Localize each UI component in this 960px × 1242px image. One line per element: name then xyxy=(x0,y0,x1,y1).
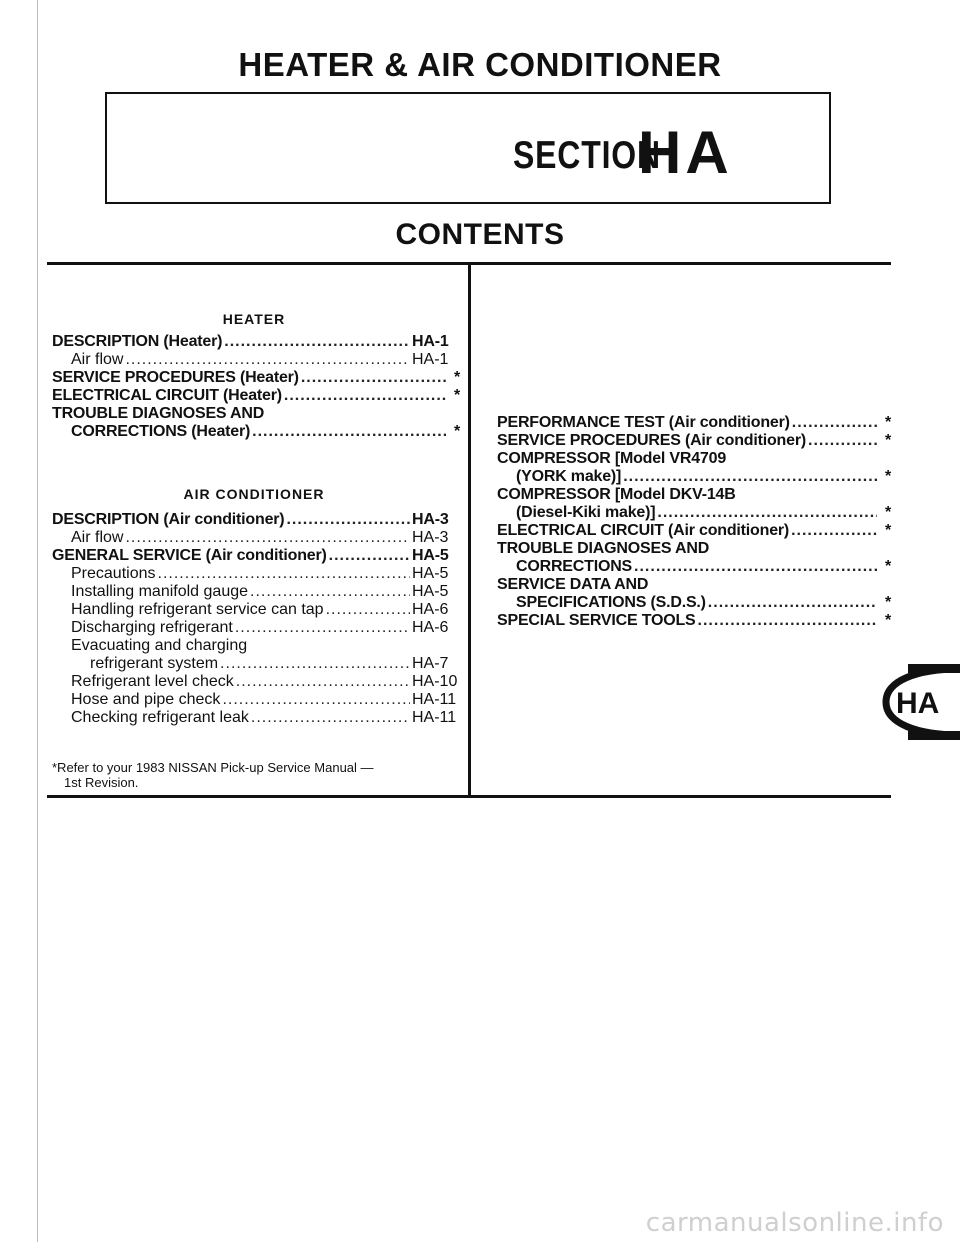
page-title: HEATER & AIR CONDITIONER xyxy=(238,46,722,83)
toc-entry-title: Precautions xyxy=(71,565,156,582)
dot-leader xyxy=(220,655,410,673)
dot-leader xyxy=(224,333,410,351)
toc-entry xyxy=(52,601,460,619)
air-conditioner-toc-list xyxy=(52,511,460,727)
toc-entry-title: Evacuating and charging xyxy=(71,637,248,654)
dot-leader xyxy=(634,558,877,576)
toc-entry-title: DESCRIPTION (Air conditioner) xyxy=(52,511,285,528)
air-conditioner-heading: AIR CONDITIONER xyxy=(183,486,325,502)
toc-entry xyxy=(52,351,460,369)
toc-entry xyxy=(497,522,891,540)
toc-entry-page: HA-6 xyxy=(412,601,449,618)
toc-entry-page: HA-5 xyxy=(412,547,449,564)
toc-entry-page: * xyxy=(884,558,891,575)
dot-leader xyxy=(252,423,446,441)
dot-leader xyxy=(623,468,877,486)
toc-entry-title: COMPRESSOR [Model DKV-14B xyxy=(497,486,736,503)
section-tab-icon xyxy=(876,661,960,743)
bottom-rule xyxy=(47,795,891,798)
dot-leader xyxy=(284,387,446,405)
dot-leader xyxy=(125,529,410,547)
toc-entry-title: SPECIFICATIONS (S.D.S.) xyxy=(516,594,706,611)
toc-entry xyxy=(52,511,460,529)
toc-entry-title: SERVICE DATA AND xyxy=(497,576,649,593)
toc-entry-title: TROUBLE DIAGNOSES AND xyxy=(52,405,265,422)
dot-leader xyxy=(250,583,410,601)
toc-entry-title: ELECTRICAL CIRCUIT (Heater) xyxy=(52,387,282,404)
footnote-line-1: *Refer to your 1983 NISSAN Pick-up Service Manual — xyxy=(52,760,374,775)
toc-entry xyxy=(497,468,891,486)
toc-entry xyxy=(52,405,460,423)
toc-entry-title: Air flow xyxy=(71,351,124,368)
toc-entry-page: * xyxy=(884,594,891,611)
toc-entry-page: * xyxy=(884,522,891,539)
toc-entry-title: PERFORMANCE TEST (Air conditioner) xyxy=(497,414,790,431)
toc-entry-page: HA-6 xyxy=(412,619,449,636)
toc-entry xyxy=(497,414,891,432)
toc-entry-page: * xyxy=(884,414,891,431)
dot-leader xyxy=(222,691,410,709)
toc-entry xyxy=(497,594,891,612)
dot-leader xyxy=(808,432,877,450)
section-box xyxy=(105,92,831,204)
toc-entry xyxy=(52,333,460,351)
toc-entry-page: HA-3 xyxy=(412,511,449,528)
column-divider xyxy=(468,263,471,796)
toc-entry-page: * xyxy=(884,468,891,485)
right-toc-list xyxy=(497,414,891,630)
toc-entry xyxy=(52,387,460,405)
watermark: carmanualsonline.info xyxy=(645,1208,944,1238)
dot-leader xyxy=(301,369,446,387)
dot-leader xyxy=(657,504,877,522)
toc-entry-title: Air flow xyxy=(71,529,124,546)
binding-line xyxy=(37,0,38,1242)
toc-entry-title: SERVICE PROCEDURES (Air conditioner) xyxy=(497,432,806,449)
toc-entry-title: CORRECTIONS xyxy=(516,558,633,575)
dot-leader xyxy=(286,511,410,529)
toc-entry xyxy=(52,583,460,601)
toc-entry-page: HA-7 xyxy=(412,655,449,672)
toc-entry-page: * xyxy=(884,612,891,629)
toc-entry xyxy=(52,547,460,565)
toc-entry-page: HA-5 xyxy=(412,565,449,582)
dot-leader xyxy=(698,612,877,630)
toc-entry-page: HA-10 xyxy=(412,673,458,690)
toc-entry-page: * xyxy=(884,504,891,521)
toc-entry-page: HA-11 xyxy=(412,709,457,726)
toc-entry-title: Hose and pipe check xyxy=(71,691,221,708)
footnote-line-2: 1st Revision. xyxy=(64,775,139,790)
dot-leader xyxy=(235,619,410,637)
dot-leader xyxy=(326,601,410,619)
toc-entry-title: GENERAL SERVICE (Air conditioner) xyxy=(52,547,327,564)
toc-entry-title: SERVICE PROCEDURES (Heater) xyxy=(52,369,299,386)
toc-entry-title: Handling refrigerant service can tap xyxy=(71,601,324,618)
toc-entry xyxy=(497,540,891,558)
toc-entry-page: HA-1 xyxy=(412,351,449,368)
dot-leader xyxy=(791,522,877,540)
toc-entry xyxy=(497,432,891,450)
toc-entry-title: CORRECTIONS (Heater) xyxy=(71,423,251,440)
dot-leader xyxy=(251,709,410,727)
toc-entry-page: HA-1 xyxy=(412,333,449,350)
dot-leader xyxy=(236,673,410,691)
toc-entry xyxy=(52,673,460,691)
dot-leader xyxy=(792,414,877,432)
toc-entry xyxy=(52,637,460,655)
toc-entry-title: DESCRIPTION (Heater) xyxy=(52,333,223,350)
section-code: HA xyxy=(638,119,733,186)
toc-entry xyxy=(52,655,460,673)
toc-entry xyxy=(497,486,891,504)
toc-entry-page: HA-5 xyxy=(412,583,449,600)
section-word: SECTION xyxy=(513,134,661,177)
toc-entry-title: refrigerant system xyxy=(90,655,219,672)
toc-entry-title: COMPRESSOR [Model VR4709 xyxy=(497,450,727,467)
toc-entry xyxy=(52,529,460,547)
tab-label: HA xyxy=(896,687,940,720)
toc-entry-title: (YORK make)] xyxy=(516,468,622,485)
toc-entry xyxy=(52,619,460,637)
toc-entry-page: * xyxy=(453,423,460,440)
toc-entry xyxy=(52,369,460,387)
heater-heading: HEATER xyxy=(222,311,286,327)
dot-leader xyxy=(329,547,410,565)
toc-entry xyxy=(497,612,891,630)
toc-entry xyxy=(52,691,460,709)
toc-entry xyxy=(497,450,891,468)
dot-leader xyxy=(158,565,411,583)
toc-entry-title: Refrigerant level check xyxy=(71,673,234,690)
toc-entry-title: SPECIAL SERVICE TOOLS xyxy=(497,612,696,629)
toc-entry-page: * xyxy=(453,387,460,404)
dot-leader xyxy=(708,594,877,612)
toc-entry-title: ELECTRICAL CIRCUIT (Air conditioner) xyxy=(497,522,790,539)
toc-entry-page: HA-3 xyxy=(412,529,449,546)
toc-entry xyxy=(497,558,891,576)
footnote xyxy=(52,760,452,790)
dot-leader xyxy=(125,351,410,369)
contents-title: CONTENTS xyxy=(395,218,565,251)
toc-entry-title: TROUBLE DIAGNOSES AND xyxy=(497,540,710,557)
toc-entry-page: HA-11 xyxy=(412,691,457,708)
toc-entry xyxy=(52,565,460,583)
toc-entry xyxy=(52,709,460,727)
heater-toc-list xyxy=(52,333,460,441)
toc-entry-page: * xyxy=(453,369,460,386)
toc-entry-page: * xyxy=(884,432,891,449)
toc-entry-title: Discharging refrigerant xyxy=(71,619,233,636)
toc-entry-title: Checking refrigerant leak xyxy=(71,709,249,726)
toc-entry-title: Installing manifold gauge xyxy=(71,583,249,600)
toc-entry xyxy=(497,504,891,522)
toc-entry-title: (Diesel-Kiki make)] xyxy=(516,504,656,521)
toc-entry xyxy=(497,576,891,594)
toc-entry xyxy=(52,423,460,441)
